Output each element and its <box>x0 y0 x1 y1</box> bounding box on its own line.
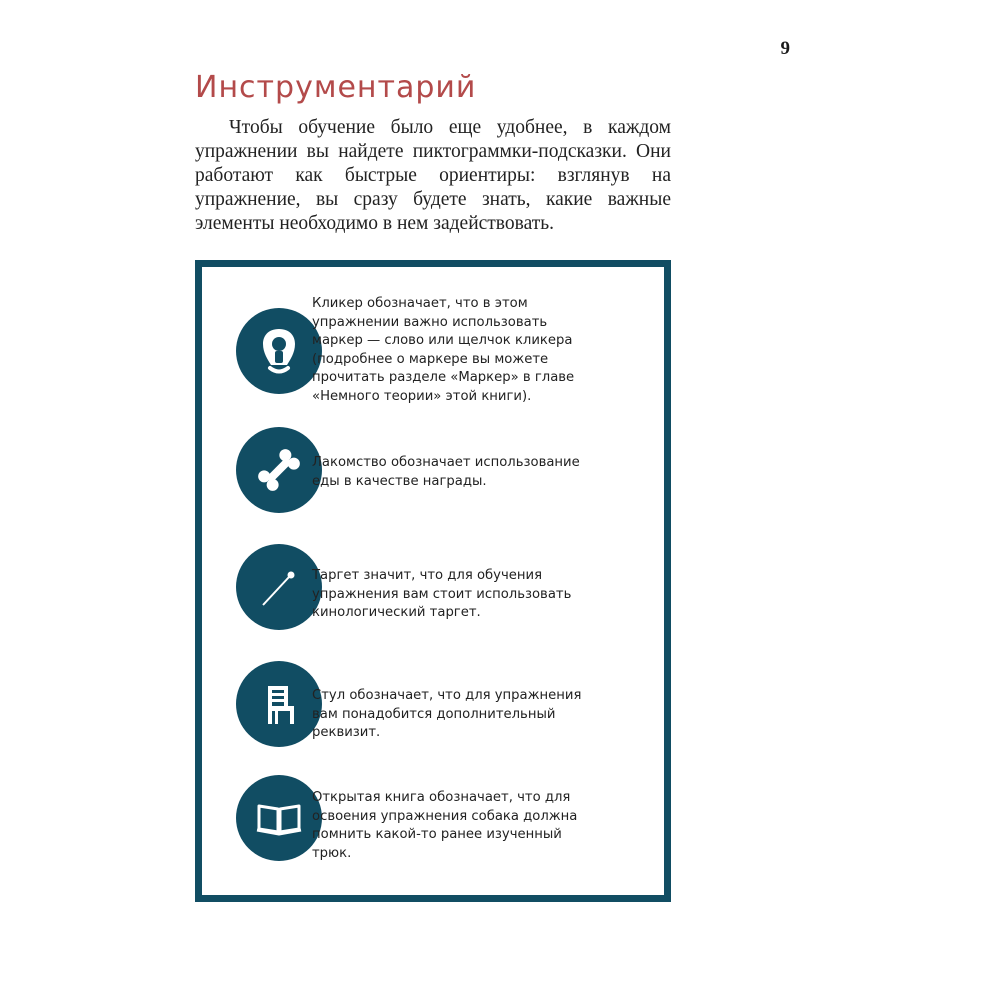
section-heading: Инструментарий <box>195 70 477 105</box>
open-book-icon <box>236 775 322 861</box>
legend-text-chair: Стул обозначает, что для упражнения вам понадобится дополнительный реквизит. <box>312 688 582 740</box>
legend-item-book <box>236 775 322 861</box>
target-stick-icon <box>236 544 322 630</box>
legend-text-target: Таргет значит, что для обучения упражнения вам стоит использовать кинологический таргет. <box>312 568 572 620</box>
page-number: 9 <box>780 38 790 59</box>
legend-text-clicker: Кликер обозначает, что в этом упражнении важно использовать маркер — слово или щелчок кликера (подробнее о маркере вы можете прочитать разделе «Маркер» в главе «Немного теории» этой книги). <box>312 296 575 404</box>
legend-text-treat: Лакомство обозначает использование еды в качестве награды. <box>312 455 580 489</box>
legend-item-chair <box>236 661 322 747</box>
legend-item-target <box>236 544 322 630</box>
bone-icon <box>236 427 322 513</box>
legend-item-treat <box>236 427 322 513</box>
legend-item-clicker <box>236 308 322 394</box>
pictogram-legend-box <box>195 260 671 902</box>
intro-paragraph: Чтобы обучение было еще удобнее, в каждом упражнении вы найдете пиктограммки-подсказки. Они работают как быстрые ориентиры: взглянув на упражнение, вы сразу будете знать, какие важные элементы необходимо в нем задействовать. <box>195 117 671 234</box>
clicker-icon <box>236 308 322 394</box>
chair-icon <box>236 661 322 747</box>
legend-text-book: Открытая книга обозначает, что для освоения упражнения собака должна помнить какой-то ранее изученный трюк. <box>312 790 578 861</box>
